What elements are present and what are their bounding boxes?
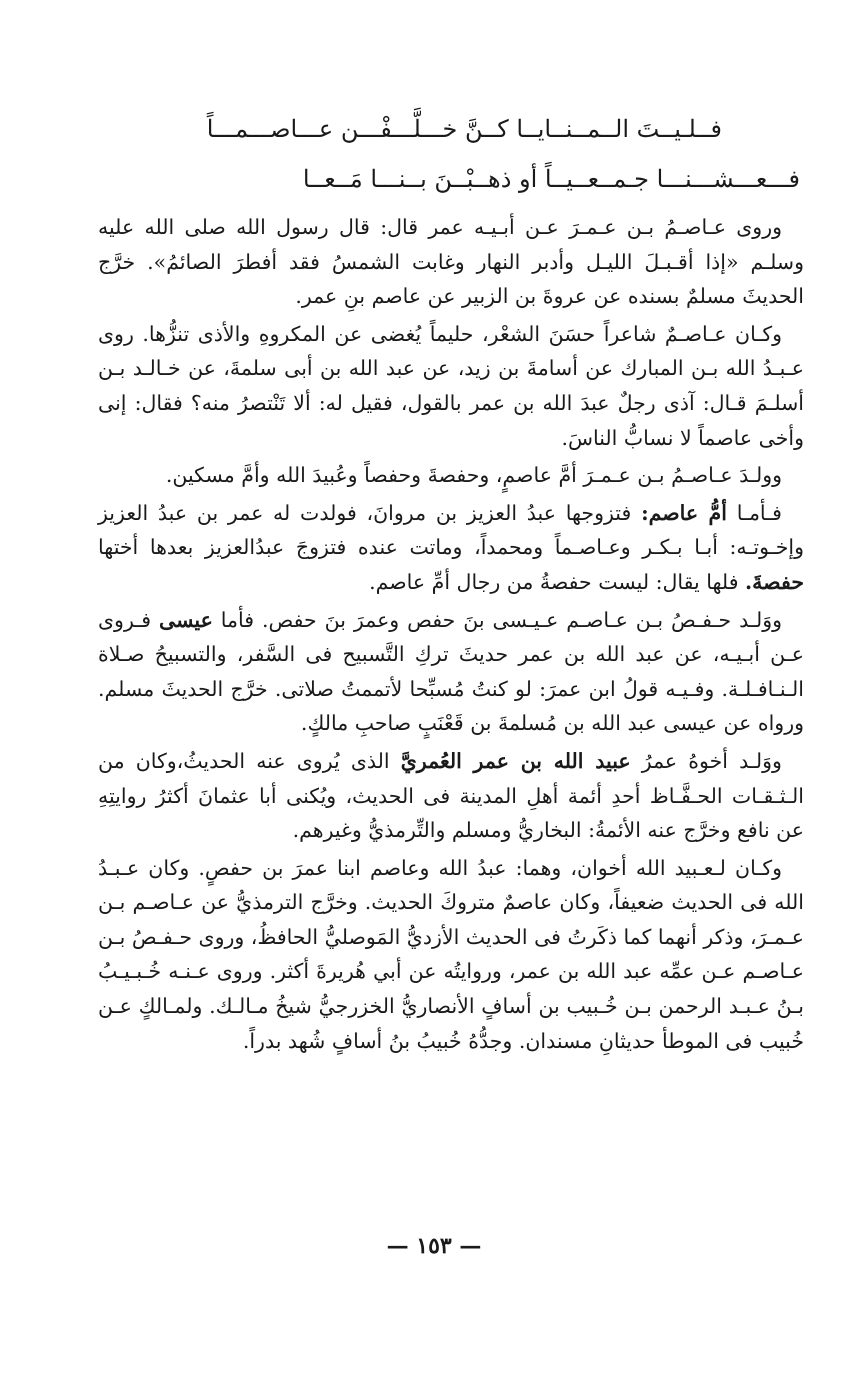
paragraph-1: وروى عـاصـمُ بـن عـمـرَ عـن أبـيـه عمر قال: قال رسول الله صلى الله عليه وسلـم «إذا أقـبـلَ الليـل وأدبر النهار وغابت الشمسُ فقد أفطرَ الصائمُ». خرَّج الحديثَ مسلمٌ بسنده عن عروةَ بن الزبير عن عاصم بنِ عمر. (98, 215, 804, 309)
body-text (98, 210, 804, 1061)
name-hafsa: حفصةَ. (745, 569, 804, 594)
paragraph-5 (98, 603, 804, 741)
name-isa: عيسى (159, 607, 213, 632)
paragraph-6 (98, 744, 804, 848)
paragraph-7: وكـان لـعـبيد الله أخوان، وهما: عبدُ الله وعاصم ابنا عمرَ بن حفصٍ. وكان عـبـدُ الله فى الحديث ضعيفاً، وكان عاصمٌ متروكَ الحديث. وخرَّج الترمذيُّ عن عـاصـم بـن عـمـرَ، وذكر أنهما كما ذكَرتُ فى الحديث الأزديُّ المَوصليُّ الحافظُ، وروى حـفـصُ بـن عـاصـم عـن عمِّه عبد الله بن عمر، وروايتُه عن أبي هُريرةَ أكثر. وروى عـنـه خُـبـيـبُ بـنُ عـبـد الرحمن بـن خُـبيب بن أسافٍ الأنصاريُّ الخزرجيُّ شيخُ مـالـك. ولمـالكٍ عـن خُبيب فى الموطأ حديثانِ مسندان. وجدُّهُ خُبيبُ بنُ أسافٍ شُهد بدراً. (98, 855, 804, 1053)
paragraph-6-intro: ووَلـد أخوهُ عمرُ (641, 748, 782, 773)
name-ubaydullah: عبيد الله بن عمر العُمريَّ (400, 748, 631, 773)
paragraph-2: وكـان عـاصـمٌ شاعراً حسَنَ الشعْر، حليماً يُغضى عن المكروهِ والأذى تنزُّها. روى عـبـدُ الله بـن المبارك عن أسامةَ بن زيد، عن عبد الله بن أبى سلمةَ، عن خـالـد بـن أسلـمَ قـال: آذى رجلٌ عبدَ الله بن عمر بالقول، فقيل له: ألا تَنْتصرُ منه؟ فقال: إنى وأخى عاصماً لا نسابُّ الناسَ. (98, 321, 804, 450)
poem-couplet (100, 104, 800, 204)
poem-verse-2: فـــعـــشـــنـــا جـمــعــيــاً أو ذهــبْــنَ بــنـــا مَــعــا (302, 165, 800, 193)
paragraph-3: وولـدَ عـاصـمُ بـن عـمـرَ أمَّ عاصمٍ، وحفصةَ وحفصاً وعُبيدَ الله وأمَّ مسكين. (165, 463, 782, 488)
heading-umm-asim: أمُّ عاصم: (641, 500, 727, 525)
poem-verse-1: فــلـيــتَ الــمــنــايــا كــنَّ خـــلَّـــفْـــن عـــاصـــمـــاً (206, 115, 722, 143)
paragraph-6-body: الذى يُروى عنه الحديثُ،وكان من الـثـقـات الحـفَّـاظ أحدِ أئمة أهلِ المدينة فى الحديث، ويُكنى أبا عثمانَ أكثرُ روايتِهِ عن نافع وخرَّج عنه الأئمةُ: البخاريُّ ومسلم والتِّرمذيُّ وغيرهم. (98, 748, 804, 843)
paragraph-4-body: فتزوجها عبدُ العزيز بن مروانَ، فولدت له عمر بن عبدُ العزيز وإخـوتـه: أبـا بـكـر وعـاصـماً ومحمداً، وماتت عنده فتزوجَ عبدُالعزيز بعدها أختها (98, 500, 804, 560)
page-number: — ١٥٣ — (386, 1233, 482, 1259)
paragraph-4-intro: فـأمـا (736, 500, 782, 525)
paragraph-4-end: فلها يقال: ليست حفصةُ من رجال أمِّ عاصم. (369, 569, 739, 594)
paragraph-5-body: فـروى عـن أبـيـه، عن عبد الله بن عمر حديثَ تركِ التَّسبيح فى السَّفر، والتسبيحُ صـلاة الـنـافـلـة. وفـيـه قولُ ابن عمرَ: لو كنتُ مُسبِّحا لأتممتُ صلاتى. خرَّج الحديثَ مسلم. ورواه عن عيسى عبد الله بن مُسلمةَ بن قَعْنَبٍ صاحبِ مالكٍ. (98, 607, 804, 736)
paragraph-5-intro: ووَلـد حـفـصُ بـن عـاصـم عـيـسى بنَ حفص وعمرَ بنَ حفص. فأما (220, 607, 782, 632)
paragraph-4 (98, 496, 804, 600)
